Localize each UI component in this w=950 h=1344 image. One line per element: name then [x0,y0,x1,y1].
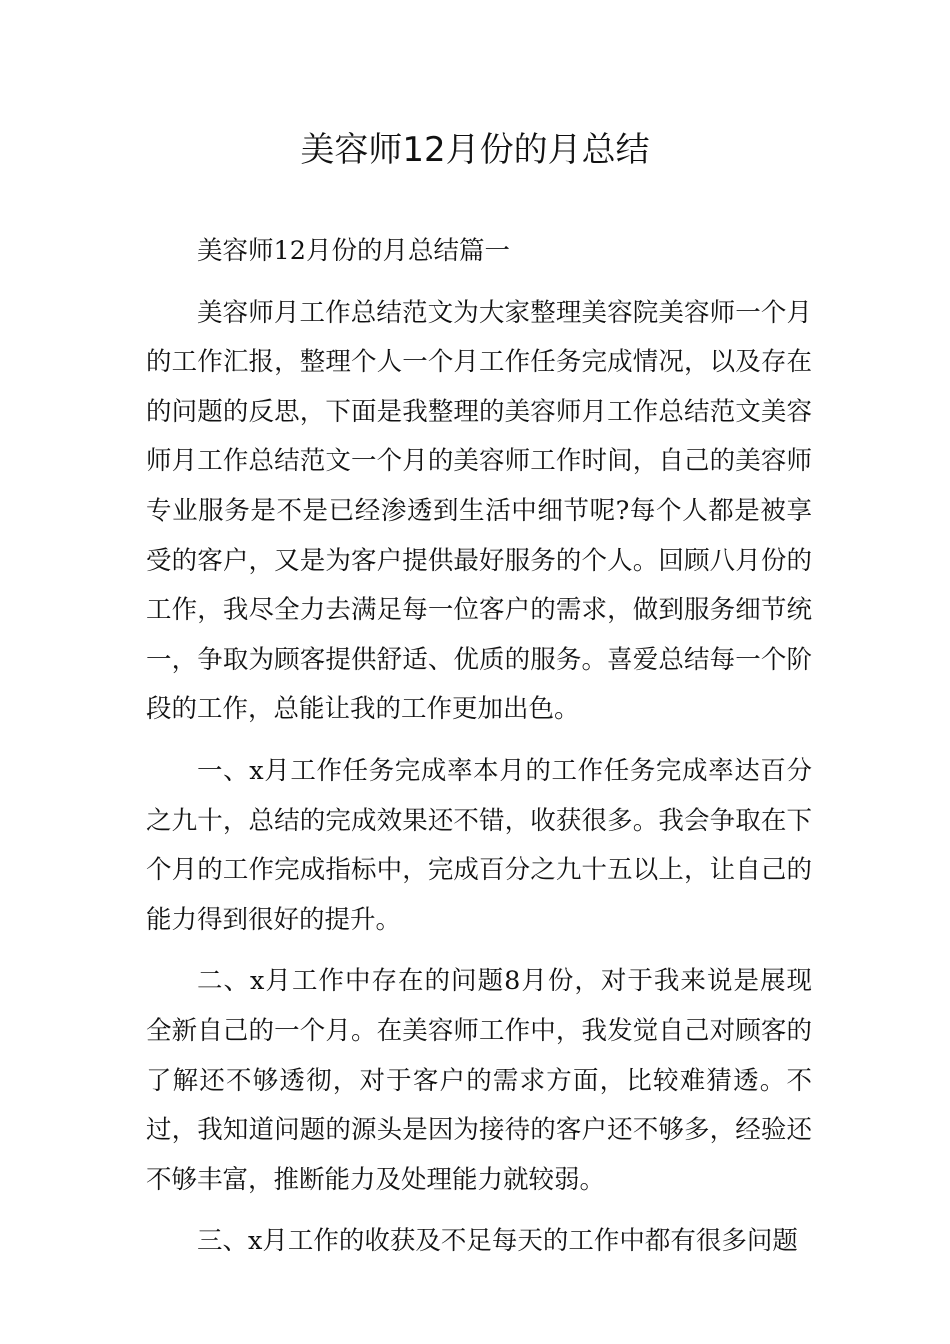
paragraph-problems: 二、x月工作中存在的问题8月份，对于我来说是展现全新自己的一个月。在美容师工作中，我发觉自己对顾客的了解还不够透彻，对于客户的需求方面，比较难猜透。不过，我知道问题的源头是因为接待的客户还不够多，经验还不够丰富，推断能力及处理能力就较弱。 [146,966,812,1195]
paragraph-gains: 三、x月工作的收获及不足每天的工作中都有很多问题 [197,1226,798,1257]
paragraph-task-completion: 一、x月工作任务完成率本月的工作任务完成率达百分之九十，总结的完成效果还不错，收获很多。我会争取在下个月的工作完成指标中，完成百分之九十五以上，让自己的能力得到很好的提升。 [146,755,812,935]
document-body [146,227,812,1279]
paragraph-intro: 美容师月工作总结范文为大家整理美容院美容师一个月的工作汇报，整理个人一个月工作任务完成情况，以及存在的问题的反思，下面是我整理的美容师月工作总结范文美容师月工作总结范文一个月的美容师工作时间，自己的美容师专业服务是不是已经渗透到生活中细节呢?每个人都是被享受的客户，又是为客户提供最好服务的个人。回顾八月份的工作，我尽全力去满足每一位客户的需求，做到服务细节统一，争取为顾客提供舒适、优质的服务。喜爱总结每一个阶段的工作，总能让我的工作更加出色。 [146,297,812,725]
document-title: 美容师12月份的月总结 [300,130,650,170]
section-subtitle: 美容师12月份的月总结篇一 [197,236,510,266]
